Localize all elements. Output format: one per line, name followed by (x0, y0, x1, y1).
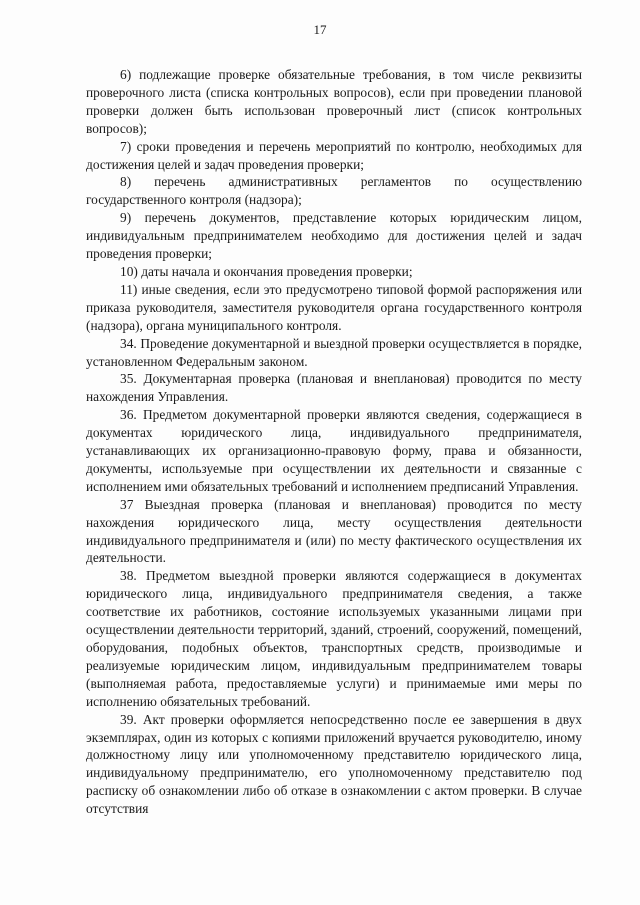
paragraph-item-8: 8) перечень административных регламентов по осуществлению государственного контроля (надзора); (86, 174, 582, 208)
paragraph-39: 39. Акт проверки оформляется непосредственно после ее завершения в двух экземплярах, один из которых с копиями приложений вручается руководителю, иному должностному лицу или уполномоченному представителю юридического лица, индивидуальному предпринимателю, его уполномоченному представителю под расписку об ознакомлении либо об отказе в ознакомлении с актом проверки. В случае отсутствия (86, 711, 582, 817)
paragraph-item-7: 7) сроки проведения и перечень мероприятий по контролю, необходимых для достижения целей и задач проведения проверки; (86, 138, 582, 172)
paragraph-36: 36. Предметом документарной проверки являются сведения, содержащиеся в документах юридического лица, индивидуального предпринимателя, устанавливающих их организационно-правовую форму, права и обязанности, документы, используемые при осуществлении их деятельности и связанные с исполнением ими обязательных требований и исполнением предписаний Управления. (86, 407, 582, 494)
page-number: 17 (313, 22, 327, 37)
paragraph-item-11: 11) иные сведения, если это предусмотрено типовой формой распоряжения или приказа руководителя, заместителя руководителя органа государственного контроля (надзора), органа муниципального контроля. (86, 281, 582, 333)
paragraph-37: 37 Выездная проверка (плановая и внеплановая) проводится по месту нахождения юридического лица, месту осуществления деятельности индивидуального предпринимателя и (или) по месту фактического осуществления их деятельности. (86, 496, 582, 566)
paragraph-35: 35. Документарная проверка (плановая и внеплановая) проводится по месту нахождения Управления. (86, 371, 582, 405)
paragraph-38: 38. Предметом выездной проверки являются содержащиеся в документах юридического лица, индивидуального предпринимателя сведения, а также соответствие их работников, состояние используемых указанными лицами при осуществлении деятельности территорий, зданий, строений, сооружений, помещений, оборудования, подобных объектов, транспортных средств, производимые и реализуемые юридическим лицом, индивидуальным предпринимателем товары (выполняемая работа, предоставляемые услуги) и принимаемые ими меры по исполнению обязательных требований. (86, 568, 582, 709)
document-body (86, 66, 582, 818)
paragraph-item-6: 6) подлежащие проверке обязательные требования, в том числе реквизиты проверочного листа (списка контрольных вопросов), если при проведении плановой проверки должен быть использован проверочный лист (список контрольных вопросов); (86, 67, 582, 136)
paragraph-item-9: 9) перечень документов, представление которых юридическим лицом, индивидуальным предпринимателем необходимо для достижения целей и задач проведения проверки; (86, 210, 582, 262)
paragraph-34: 34. Проведение документарной и выездной проверки осуществляется в порядке, установленном Федеральным законом. (86, 335, 582, 369)
paragraph-item-10: 10) даты начала и окончания проведения проверки; (120, 263, 413, 279)
